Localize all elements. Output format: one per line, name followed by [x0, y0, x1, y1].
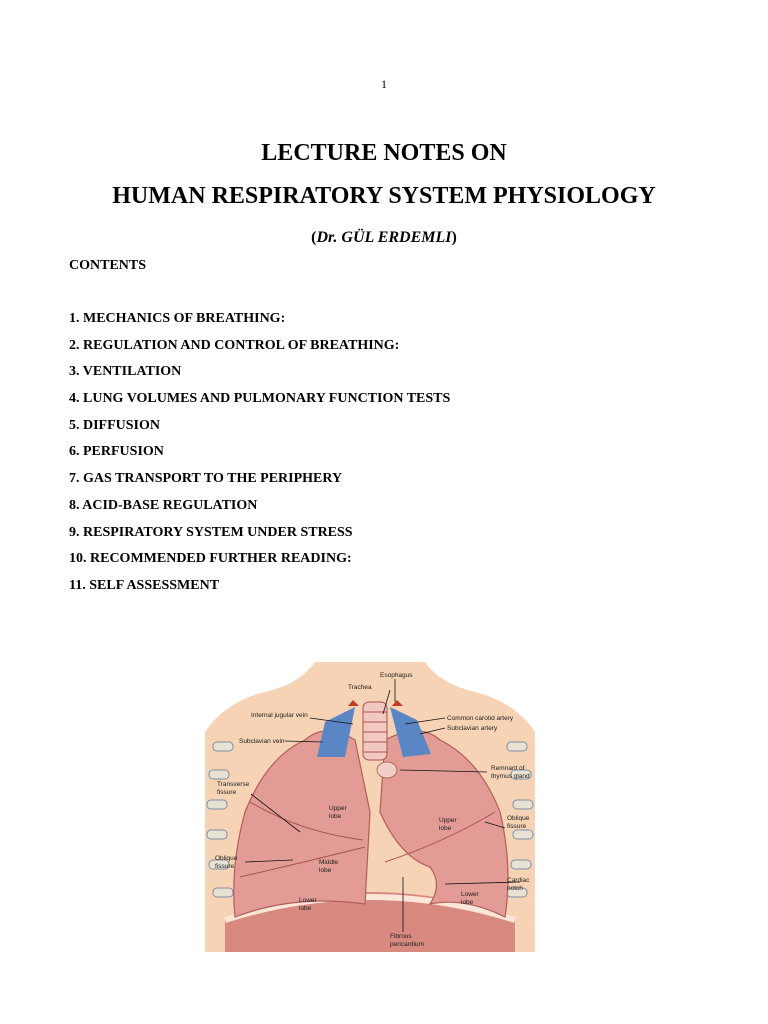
table-of-contents	[69, 310, 450, 604]
label-internal-jugular-vein: Internal jugular vein	[251, 712, 308, 719]
label-oblique-left-line2: fissure	[215, 863, 235, 870]
label-upper-lobe-left-line1: Upper	[329, 805, 347, 812]
label-cardiac-notch-line2: notch	[507, 885, 523, 892]
label-upper-lobe-right-line1: Upper	[439, 817, 457, 824]
label-remnant-line1: Remnant of	[491, 765, 525, 772]
toc-item: 4. LUNG VOLUMES AND PULMONARY FUNCTION TESTS	[69, 391, 451, 407]
toc-item: 3. VENTILATION	[69, 364, 182, 380]
label-cardiac-notch-line1: Cardiac	[507, 877, 530, 884]
label-subclavian-artery: Subclavian artery	[447, 725, 498, 732]
lung-illustration	[205, 662, 535, 952]
label-lower-lobe-left-line2: lobe	[299, 905, 312, 912]
label-upper-lobe-right-line2: lobe	[439, 825, 452, 832]
author-name: Dr. GÜL ERDEMLI	[316, 229, 452, 246]
toc-item: 7. GAS TRANSPORT TO THE PERIPHERY	[69, 471, 343, 487]
respiratory-anatomy-figure	[205, 662, 535, 952]
label-lower-lobe-right-line2: lobe	[461, 899, 474, 906]
toc-item: 5. DIFFUSION	[69, 417, 161, 433]
toc-item: 10. RECOMMENDED FURTHER READING:	[69, 551, 352, 567]
label-transverse-line2: fissure	[217, 789, 237, 796]
label-oblique-right-line2: fissure	[507, 823, 527, 830]
label-trachea: Trachea	[348, 684, 372, 691]
label-fibrous-line2: pericardium	[390, 941, 424, 948]
toc-item: 11. SELF ASSESSMENT	[69, 577, 220, 593]
label-subclavian-vein: Subclavian vein	[239, 738, 285, 745]
toc-item: 6. PERFUSION	[69, 444, 164, 460]
author-open-paren: (	[311, 229, 317, 246]
label-middle-lobe-line1: Middle	[319, 859, 339, 866]
page-number: 1	[381, 77, 387, 91]
label-middle-lobe-line2: lobe	[319, 867, 332, 874]
author-close-paren: )	[451, 229, 457, 246]
label-remnant-line2: thymus gland	[491, 773, 530, 780]
label-transverse-line1: Transverse	[217, 781, 250, 788]
label-upper-lobe-left-line2: lobe	[329, 813, 342, 820]
author	[0, 229, 768, 247]
thymus-remnant	[377, 762, 397, 778]
label-lower-lobe-right-line1: Lower	[461, 891, 479, 898]
label-common-carotid-artery: Common carotid artery	[447, 715, 514, 722]
label-oblique-left-line1: Oblique	[215, 855, 238, 862]
title-line-2: HUMAN RESPIRATORY SYSTEM PHYSIOLOGY	[112, 183, 656, 209]
toc-item: 9. RESPIRATORY SYSTEM UNDER STRESS	[69, 524, 353, 540]
label-fibrous-line1: Fibrous	[390, 933, 412, 940]
title-line-1: LECTURE NOTES ON	[261, 140, 507, 166]
label-lower-lobe-left-line1: Lower	[299, 897, 317, 904]
toc-item: 1. MECHANICS OF BREATHING:	[69, 311, 286, 326]
label-esophagus: Esophagus	[380, 672, 413, 679]
contents-heading: CONTENTS	[69, 258, 147, 273]
label-oblique-right-line1: Oblique	[507, 815, 530, 822]
toc-item: 8. ACID-BASE REGULATION	[69, 497, 258, 513]
toc-item: 2. REGULATION AND CONTROL OF BREATHING:	[69, 337, 400, 353]
trachea	[363, 702, 387, 760]
